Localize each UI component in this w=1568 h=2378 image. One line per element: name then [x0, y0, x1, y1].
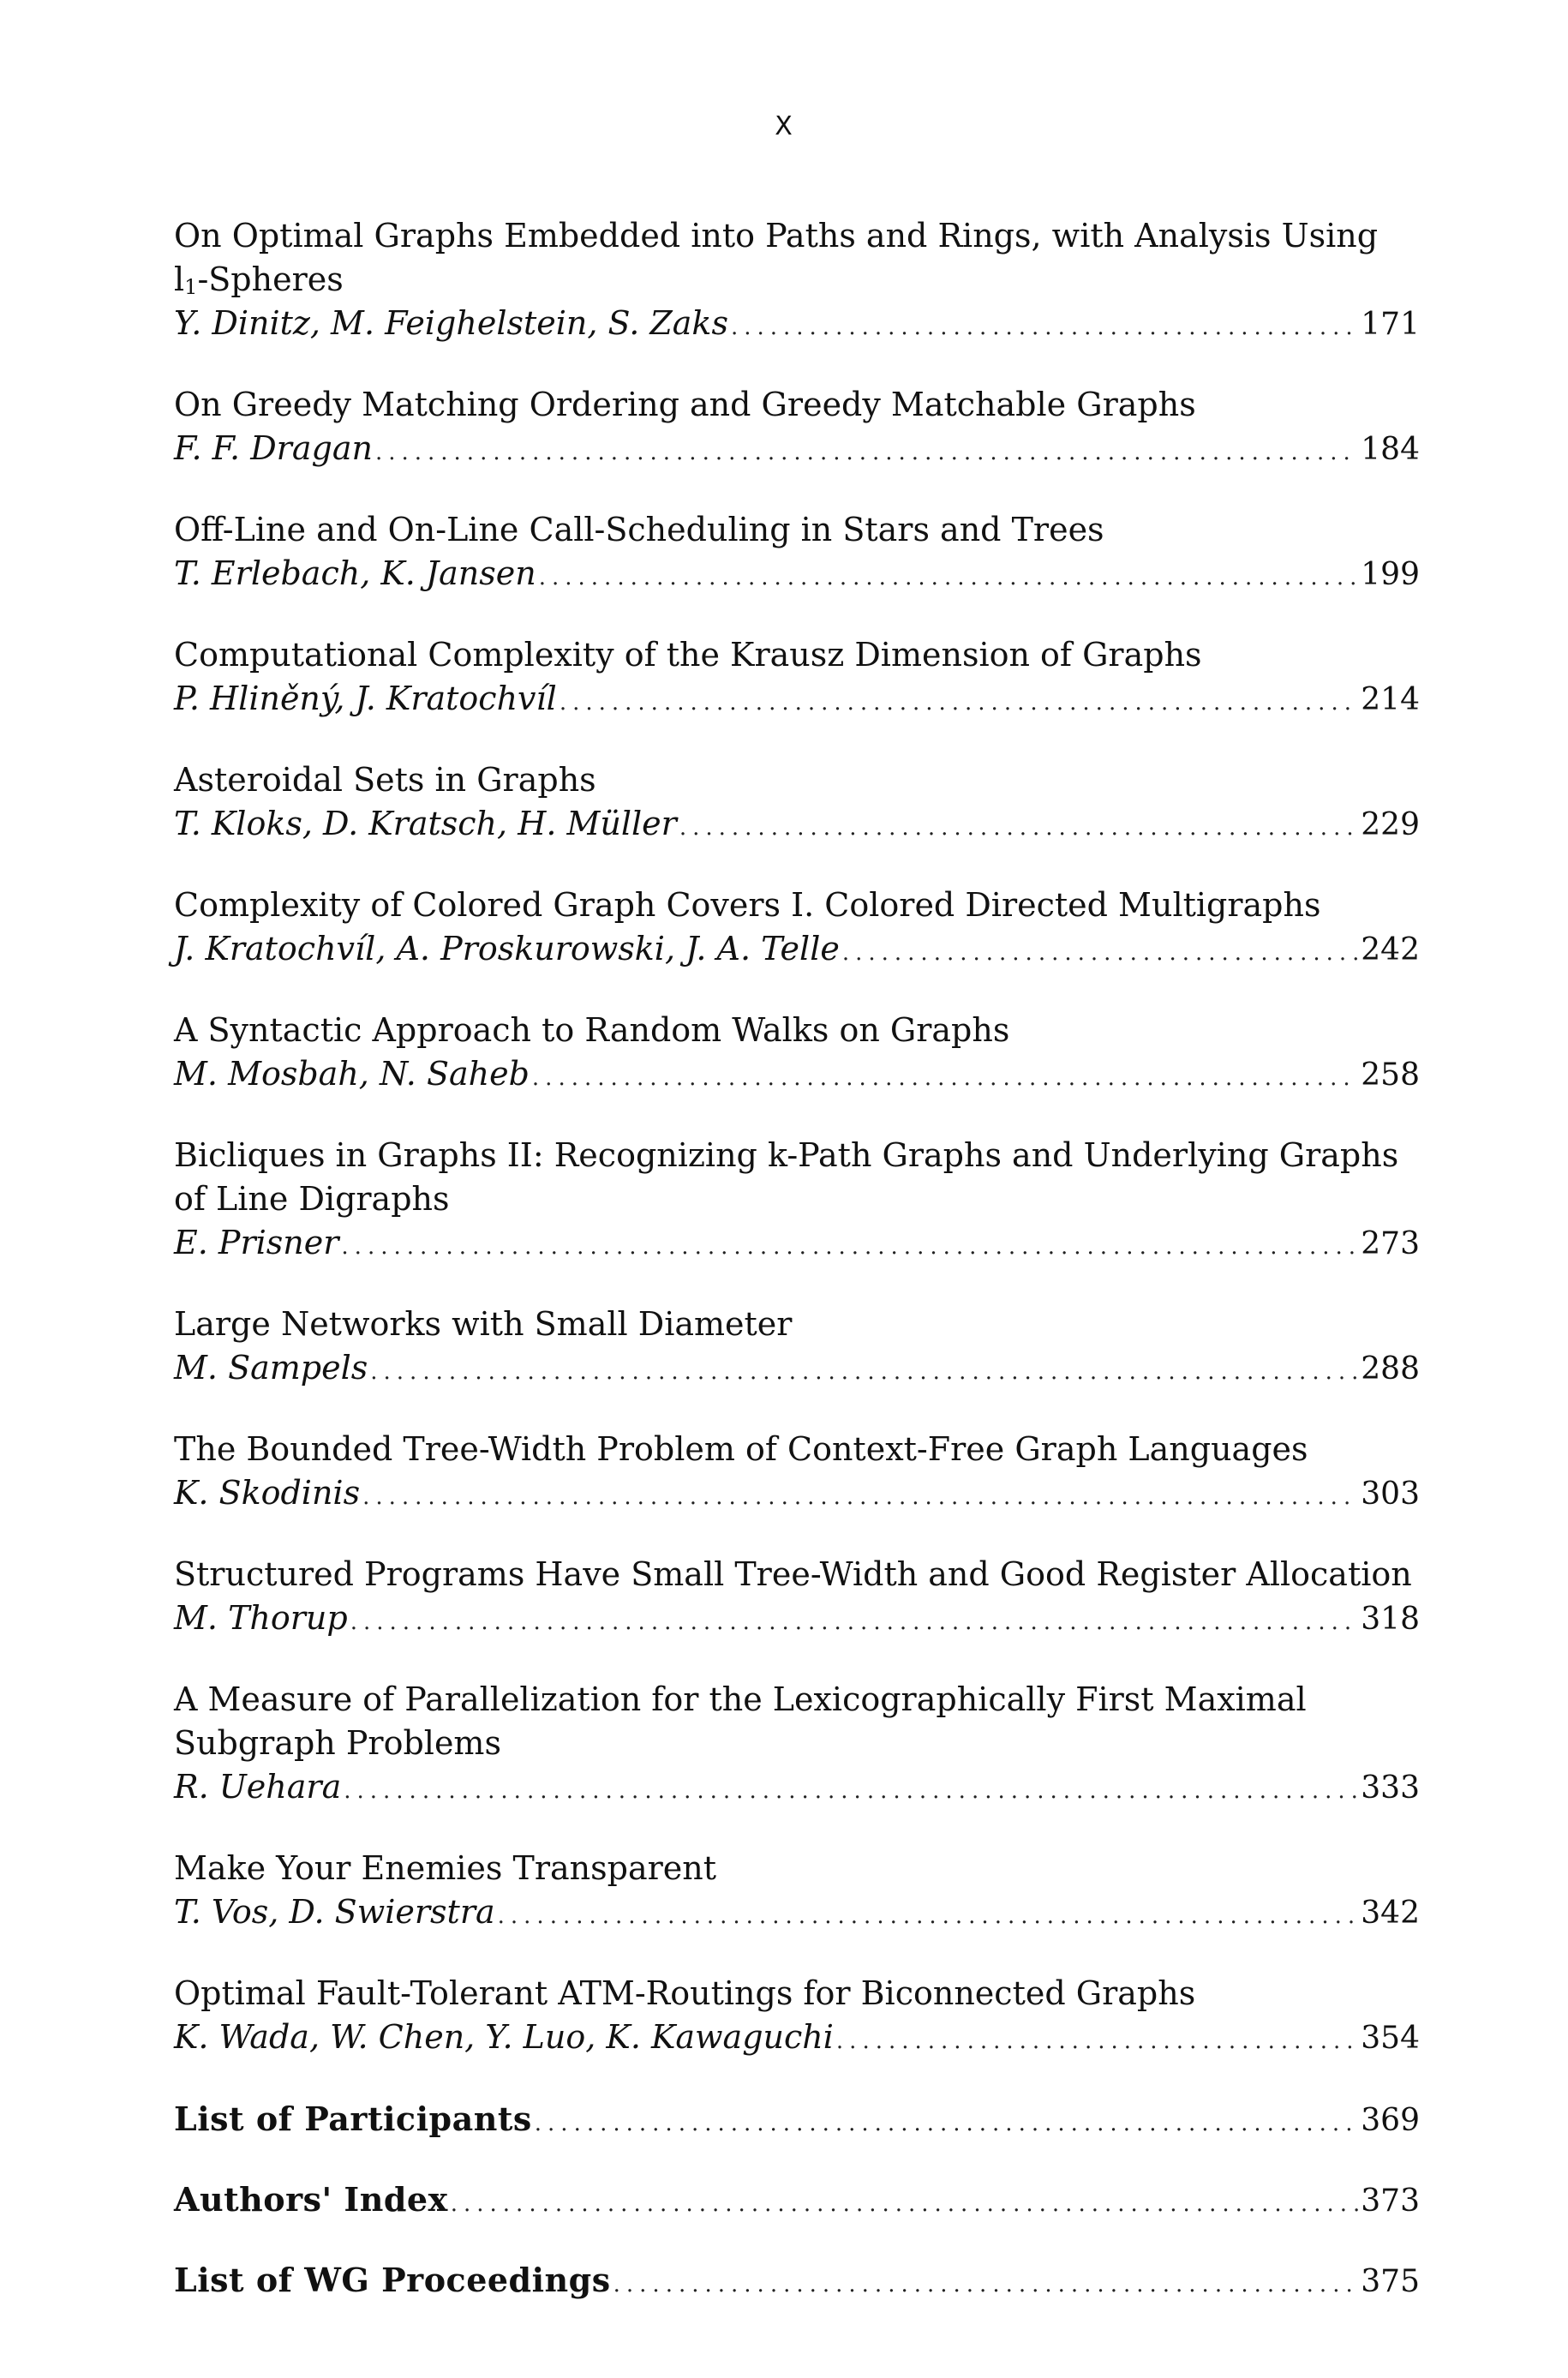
entry-authors: M. Thorup — [174, 1599, 348, 1637]
special-label: Authors' Index — [174, 2180, 448, 2219]
entry-page: 303 — [1361, 1477, 1420, 1512]
entry-authors: M. Mosbah, N. Saheb — [174, 1055, 530, 1093]
entry-byline — [174, 1346, 1420, 1394]
toc-entry — [174, 1428, 1420, 1519]
entry-byline — [174, 1765, 1420, 1813]
entry-authors: K. Skodinis — [174, 1474, 361, 1512]
special-byline — [174, 2258, 1420, 2307]
toc-entry — [174, 1009, 1420, 1100]
entry-authors: P. Hliněný, J. Kratochvíl — [174, 680, 557, 717]
entry-title: Computational Complexity of the Krausz Dimension of Graphs — [174, 636, 1202, 674]
leader-dots — [370, 1351, 1358, 1394]
entry-page: 171 — [1361, 307, 1420, 342]
leader-dots — [498, 1895, 1359, 1938]
entry-title: Bicliques in Graphs II: Recognizing k-Path Graphs and Underlying Graphs of Line Digraphs — [174, 1136, 1399, 1218]
toc-special-entry — [174, 2177, 1420, 2226]
leader-dots — [535, 2102, 1359, 2146]
leader-dots — [560, 681, 1358, 725]
entry-title: A Syntactic Approach to Random Walks on Graphs — [174, 1011, 1010, 1049]
entry-authors: Y. Dinitz, M. Feighelstein, S. Zaks — [174, 304, 728, 342]
special-byline — [174, 2097, 1420, 2146]
entry-page: 229 — [1361, 807, 1420, 842]
toc-entry — [174, 1134, 1420, 1269]
entry-page: 214 — [1361, 682, 1420, 717]
leader-dots — [679, 806, 1358, 850]
entry-authors: K. Wada, W. Chen, Y. Luo, K. Kawaguchi — [174, 2018, 834, 2056]
entry-byline — [174, 427, 1420, 475]
leader-dots — [451, 2183, 1359, 2226]
toc-entry — [174, 508, 1420, 600]
toc-entry — [174, 214, 1420, 350]
entry-title: Off-Line and On-Line Call-Scheduling in Stars and Trees — [174, 511, 1104, 548]
entry-authors: F. F. Dragan — [174, 429, 373, 467]
special-page: 369 — [1361, 2103, 1420, 2138]
entry-byline — [174, 802, 1420, 850]
entry-byline — [174, 927, 1420, 975]
entry-byline — [174, 552, 1420, 600]
entry-title-continuation — [174, 258, 1420, 302]
leader-dots — [836, 2020, 1358, 2064]
entry-page: 342 — [1361, 1896, 1420, 1931]
special-label: List of Participants — [174, 2099, 532, 2138]
entry-title-suffix: -Spheres — [197, 261, 344, 298]
entry-title: The Bounded Tree-Width Problem of Context-Free Graph Languages — [174, 1430, 1308, 1468]
entry-title: Large Networks with Small Diameter — [174, 1305, 793, 1343]
entry-byline — [174, 1890, 1420, 1938]
entry-title-subscript: 1 — [184, 275, 198, 299]
entry-page: 318 — [1361, 1602, 1420, 1637]
entry-byline — [174, 1596, 1420, 1644]
page-number: X — [775, 111, 793, 141]
entry-byline — [174, 2016, 1420, 2064]
entry-page: 258 — [1361, 1057, 1420, 1093]
entry-byline — [174, 1471, 1420, 1519]
special-label: List of WG Proceedings — [174, 2261, 611, 2299]
toc-entry — [174, 383, 1420, 475]
toc-entry — [174, 633, 1420, 725]
entry-byline — [174, 1221, 1420, 1269]
leader-dots — [731, 306, 1358, 350]
table-of-contents — [174, 214, 1420, 2339]
toc-entry — [174, 1303, 1420, 1394]
leader-dots — [539, 556, 1359, 600]
entry-title: Complexity of Colored Graph Covers I. Colored Directed Multigraphs — [174, 886, 1321, 924]
entry-byline — [174, 302, 1420, 350]
entry-page: 199 — [1361, 557, 1420, 592]
entry-authors: T. Vos, D. Swierstra — [174, 1893, 495, 1931]
leader-dots — [362, 1476, 1358, 1519]
toc-special-entry — [174, 2258, 1420, 2307]
leader-dots — [532, 1057, 1358, 1100]
entry-authors: M. Sampels — [174, 1349, 368, 1387]
entry-title: Make Your Enemies Transparent — [174, 1849, 717, 1887]
entry-title: Structured Programs Have Small Tree-Width and Good Register Allocation — [174, 1555, 1412, 1593]
toc-entry — [174, 884, 1420, 975]
entry-page: 242 — [1361, 932, 1420, 967]
entry-authors: E. Prisner — [174, 1224, 339, 1261]
entry-authors: T. Erlebach, K. Jansen — [174, 554, 536, 592]
leader-dots — [613, 2263, 1359, 2307]
leader-dots — [375, 431, 1358, 475]
toc-entry — [174, 1553, 1420, 1644]
entry-page: 333 — [1361, 1770, 1420, 1806]
entry-title: Optimal Fault-Tolerant ATM-Routings for Biconnected Graphs — [174, 1974, 1196, 2012]
entry-title: Asteroidal Sets in Graphs — [174, 761, 596, 799]
entry-page: 184 — [1361, 432, 1420, 467]
entry-page: 273 — [1361, 1226, 1420, 1261]
leader-dots — [842, 931, 1358, 975]
entry-authors: T. Kloks, D. Kratsch, H. Müller — [174, 805, 677, 842]
entry-authors: R. Uehara — [174, 1768, 342, 1806]
toc-special-entry — [174, 2097, 1420, 2146]
leader-dots — [341, 1225, 1358, 1269]
entry-byline — [174, 1052, 1420, 1100]
toc-entry — [174, 1847, 1420, 1938]
special-page: 373 — [1361, 2183, 1420, 2219]
entry-title: On Greedy Matching Ordering and Greedy Matchable Graphs — [174, 386, 1196, 423]
entry-page: 354 — [1361, 2021, 1420, 2056]
entry-authors: J. Kratochvíl, A. Proskurowski, J. A. Telle — [174, 930, 840, 967]
toc-entry — [174, 1678, 1420, 1813]
entry-page: 288 — [1361, 1351, 1420, 1387]
special-byline — [174, 2177, 1420, 2226]
entry-byline — [174, 677, 1420, 725]
toc-entry — [174, 1972, 1420, 2064]
leader-dots — [350, 1601, 1359, 1644]
entry-title: On Optimal Graphs Embedded into Paths and Rings, with Analysis Using — [174, 217, 1379, 255]
toc-entry — [174, 758, 1420, 850]
entry-title-symbol: l — [174, 261, 185, 298]
entry-title: A Measure of Parallelization for the Lexicographically First Maximal Subgraph Problems — [174, 1680, 1307, 1762]
special-page: 375 — [1361, 2264, 1420, 2299]
leader-dots — [344, 1770, 1358, 1813]
